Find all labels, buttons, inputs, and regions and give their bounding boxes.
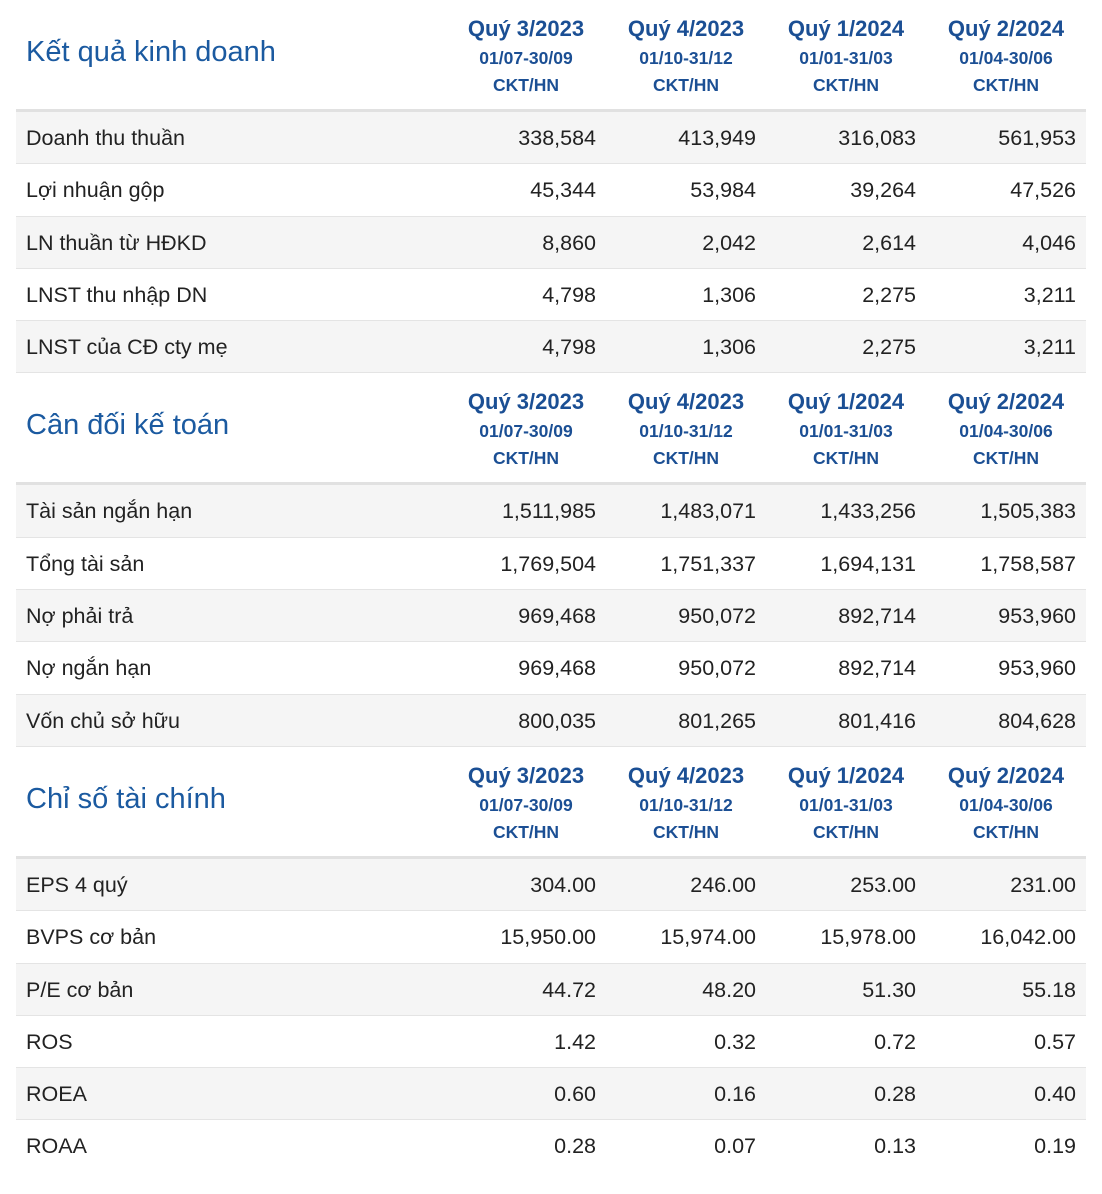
row-value: 4,798 <box>542 282 596 307</box>
row-value: 0.60 <box>554 1082 596 1107</box>
table-row <box>16 321 1086 373</box>
row-value: 1,433,256 <box>820 499 916 524</box>
row-value: 969,468 <box>518 656 596 681</box>
table-row <box>16 164 1086 216</box>
row-value: 45,344 <box>530 178 596 203</box>
row-value: 0.57 <box>1034 1029 1076 1054</box>
period-type: CKT/HN <box>492 448 560 469</box>
table-row <box>16 859 1086 911</box>
section-title: Chỉ số tài chính <box>26 782 226 815</box>
row-value: 413,949 <box>678 126 756 150</box>
row-value: 53,984 <box>690 178 756 203</box>
section-financial-ratios <box>16 747 1086 1173</box>
row-value: 246.00 <box>690 872 756 897</box>
period-header <box>766 14 926 98</box>
row-value: 44.72 <box>542 977 596 1002</box>
period-header <box>606 761 766 845</box>
row-value: 0.72 <box>874 1029 916 1054</box>
period-header <box>606 387 766 471</box>
period-header <box>926 14 1086 98</box>
period-range: 01/07-30/09 <box>479 48 573 68</box>
row-value: 1,306 <box>702 335 756 360</box>
row-label: Lợi nhuận gộp <box>26 178 165 203</box>
period-type: CKT/HN <box>972 448 1040 469</box>
row-label: P/E cơ bản <box>26 977 134 1002</box>
row-value: 0.32 <box>714 1029 756 1054</box>
period-quarter: Quý 4/2023 <box>627 389 745 415</box>
period-type: CKT/HN <box>492 75 560 95</box>
row-label: Nợ ngắn hạn <box>26 656 152 681</box>
table-row <box>16 217 1086 269</box>
row-value: 0.19 <box>1034 1134 1076 1159</box>
row-label: BVPS cơ bản <box>26 925 157 950</box>
table-row <box>16 642 1086 694</box>
period-range: 01/07-30/09 <box>479 794 573 815</box>
row-value: 4,798 <box>542 335 596 360</box>
row-value: 801,416 <box>838 708 916 733</box>
row-value: 15,978.00 <box>820 925 916 950</box>
row-value: 338,584 <box>518 126 596 150</box>
row-value: 0.16 <box>714 1082 756 1107</box>
row-value: 253.00 <box>850 872 916 897</box>
period-header <box>926 761 1086 845</box>
row-value: 561,953 <box>998 126 1076 150</box>
period-header <box>926 387 1086 471</box>
row-value: 0.28 <box>874 1082 916 1107</box>
row-value: 2,042 <box>702 230 756 255</box>
table-row <box>16 1120 1086 1172</box>
period-range: 01/04-30/06 <box>959 48 1053 68</box>
row-value: 4,046 <box>1022 230 1076 255</box>
row-label: Tài sản ngắn hạn <box>26 499 193 524</box>
section-title: Kết quả kinh doanh <box>26 36 276 68</box>
row-value: 950,072 <box>678 656 756 681</box>
period-range: 01/01-31/03 <box>799 48 893 68</box>
period-header <box>446 387 606 471</box>
period-quarter: Quý 3/2023 <box>467 389 585 415</box>
row-value: 3,211 <box>1023 282 1076 307</box>
period-type: CKT/HN <box>972 821 1040 842</box>
row-value: 0.40 <box>1034 1082 1076 1107</box>
period-range: 01/07-30/09 <box>479 421 573 442</box>
row-value: 15,950.00 <box>500 925 596 950</box>
section-title: Cân đối kế toán <box>26 409 230 442</box>
period-type: CKT/HN <box>652 821 720 842</box>
row-label: Nợ phải trả <box>26 604 134 629</box>
section-business-results <box>16 0 1086 373</box>
row-label: ROS <box>26 1029 73 1054</box>
row-value: 1.42 <box>554 1029 596 1054</box>
table-row <box>16 538 1086 590</box>
row-value: 953,960 <box>998 656 1076 681</box>
row-value: 801,265 <box>678 708 756 733</box>
row-value: 16,042.00 <box>980 925 1076 950</box>
period-type: CKT/HN <box>652 448 720 469</box>
period-type: CKT/HN <box>812 448 880 469</box>
period-quarter: Quý 2/2024 <box>947 389 1065 415</box>
row-value: 15,974.00 <box>660 925 756 950</box>
row-value: 892,714 <box>838 656 916 681</box>
section-header <box>16 0 1086 112</box>
period-type: CKT/HN <box>492 821 560 842</box>
row-value: 950,072 <box>678 604 756 629</box>
period-range: 01/04-30/06 <box>959 794 1053 815</box>
row-label: LNST thu nhập DN <box>26 282 208 307</box>
period-header <box>766 387 926 471</box>
row-value: 800,035 <box>518 708 596 733</box>
row-value: 8,860 <box>542 230 596 255</box>
row-label: Doanh thu thuần <box>26 126 185 150</box>
row-label: ROEA <box>26 1082 87 1107</box>
row-value: 3,211 <box>1023 335 1076 360</box>
section-balance-sheet <box>16 373 1086 746</box>
row-label: Vốn chủ sở hữu <box>26 708 180 733</box>
row-value: 2,275 <box>862 335 916 360</box>
period-type: CKT/HN <box>972 75 1040 95</box>
financial-summary <box>16 0 1086 1173</box>
row-value: 1,694,131 <box>820 551 916 576</box>
table-row <box>16 269 1086 321</box>
period-quarter: Quý 2/2024 <box>947 762 1065 788</box>
period-range: 01/10-31/12 <box>639 48 733 68</box>
period-quarter: Quý 1/2024 <box>787 762 905 788</box>
period-quarter: Quý 1/2024 <box>787 16 905 41</box>
row-value: 1,769,504 <box>500 551 596 576</box>
table-row <box>16 911 1086 963</box>
period-header <box>766 761 926 845</box>
table-row <box>16 964 1086 1016</box>
row-value: 55.18 <box>1022 977 1076 1002</box>
period-range: 01/01-31/03 <box>799 421 893 442</box>
table-row <box>16 590 1086 642</box>
table-row <box>16 1068 1086 1120</box>
row-label: LNST của CĐ cty mẹ <box>26 335 228 360</box>
period-quarter: Quý 3/2023 <box>467 762 585 788</box>
table-row <box>16 695 1086 747</box>
row-value: 47,526 <box>1010 178 1076 203</box>
row-value: 231.00 <box>1010 872 1076 897</box>
row-value: 892,714 <box>838 604 916 629</box>
row-value: 1,483,071 <box>660 499 756 524</box>
row-value: 1,505,383 <box>980 499 1076 524</box>
row-value: 0.13 <box>874 1134 916 1159</box>
period-quarter: Quý 2/2024 <box>947 16 1065 41</box>
row-value: 2,275 <box>862 282 916 307</box>
row-value: 0.07 <box>714 1134 756 1159</box>
table-row <box>16 1016 1086 1068</box>
section-header <box>16 373 1086 485</box>
row-value: 316,083 <box>838 126 916 150</box>
row-value: 48.20 <box>702 977 756 1002</box>
row-value: 39,264 <box>850 178 916 203</box>
period-header <box>606 14 766 98</box>
period-quarter: Quý 4/2023 <box>627 16 745 41</box>
period-type: CKT/HN <box>652 75 720 95</box>
period-header <box>446 14 606 98</box>
period-header <box>446 761 606 845</box>
row-label: EPS 4 quý <box>26 872 128 897</box>
row-label: ROAA <box>26 1134 87 1159</box>
row-value: 1,758,587 <box>980 551 1076 576</box>
period-quarter: Quý 1/2024 <box>787 389 905 415</box>
period-quarter: Quý 4/2023 <box>627 762 745 788</box>
period-type: CKT/HN <box>812 821 880 842</box>
table-row <box>16 485 1086 537</box>
period-quarter: Quý 3/2023 <box>467 16 585 41</box>
row-value: 953,960 <box>998 604 1076 629</box>
table-row <box>16 112 1086 164</box>
row-value: 0.28 <box>554 1134 596 1159</box>
row-value: 1,511,985 <box>501 499 596 524</box>
row-value: 969,468 <box>518 604 596 629</box>
row-label: Tổng tài sản <box>26 551 145 576</box>
period-range: 01/10-31/12 <box>639 421 733 442</box>
row-value: 304.00 <box>530 872 596 897</box>
period-range: 01/10-31/12 <box>639 794 733 815</box>
period-type: CKT/HN <box>812 75 880 95</box>
period-range: 01/04-30/06 <box>959 421 1053 442</box>
row-value: 51.30 <box>862 977 916 1002</box>
period-range: 01/01-31/03 <box>799 794 893 815</box>
row-value: 804,628 <box>998 708 1076 733</box>
row-label: LN thuần từ HĐKD <box>26 230 207 255</box>
section-header <box>16 747 1086 859</box>
row-value: 2,614 <box>862 230 916 255</box>
row-value: 1,751,337 <box>660 551 756 576</box>
row-value: 1,306 <box>702 282 756 307</box>
